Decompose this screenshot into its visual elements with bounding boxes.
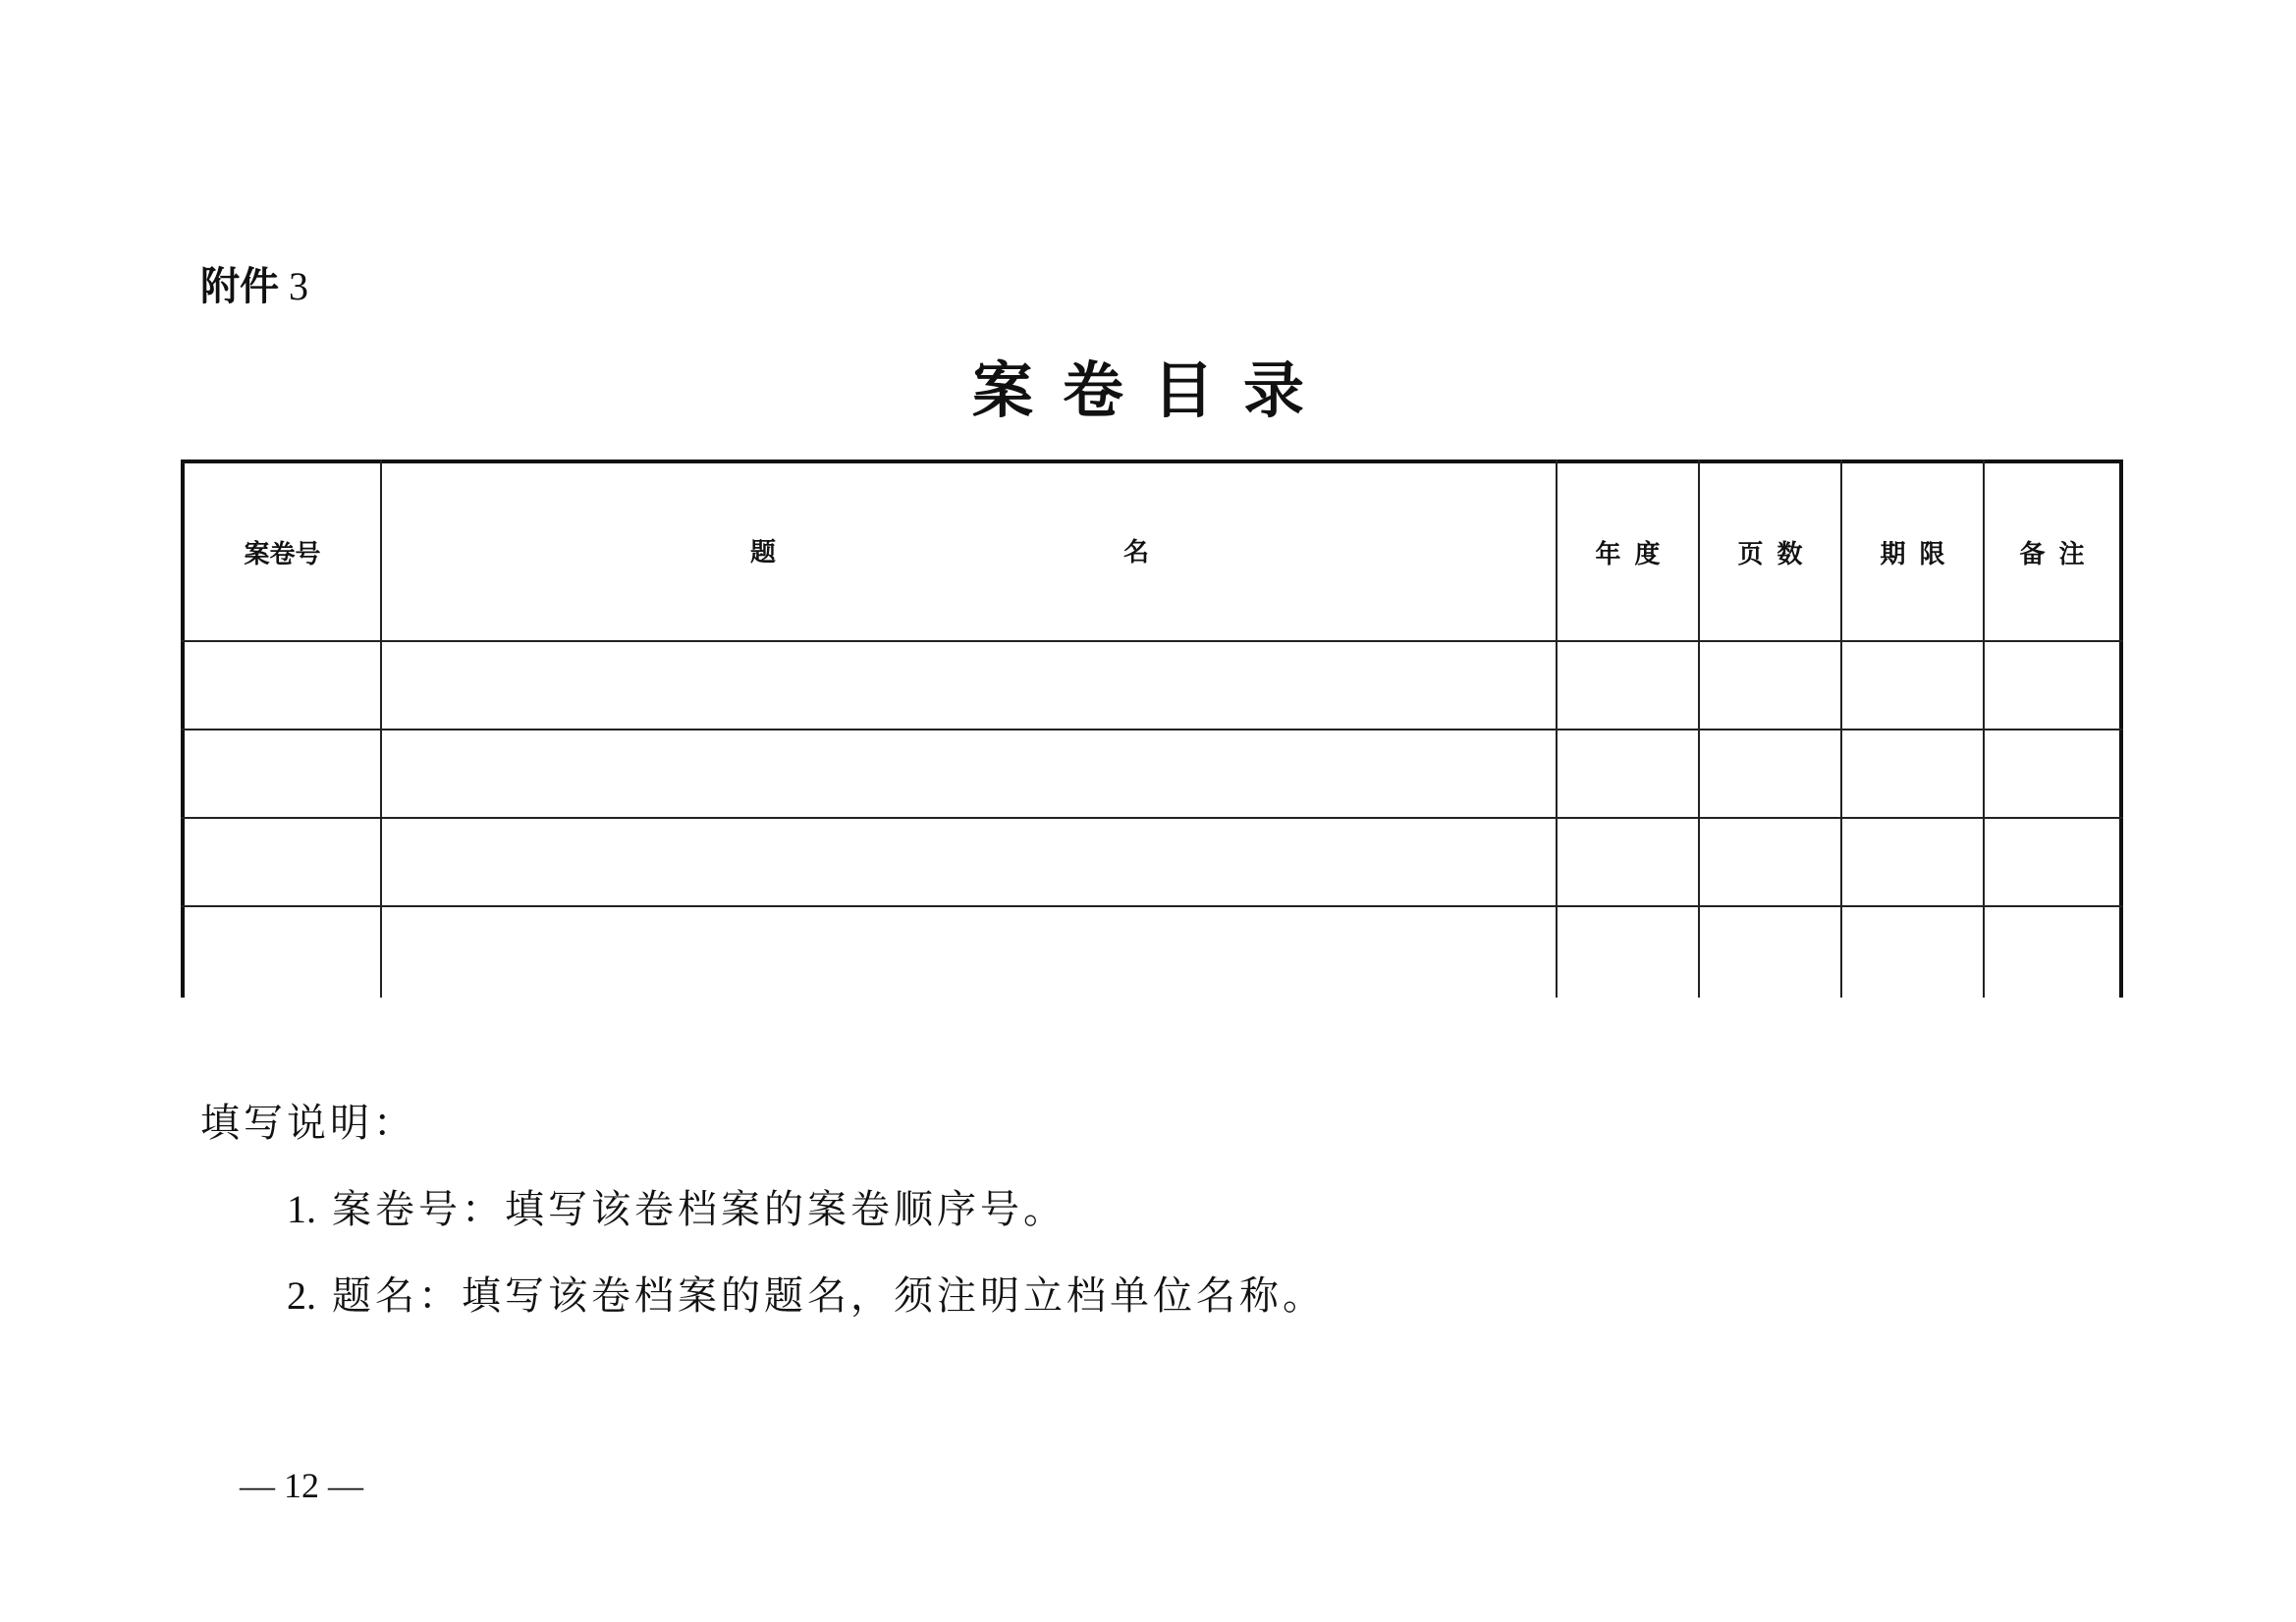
table-row <box>181 730 2123 817</box>
table-row <box>181 642 2123 729</box>
header-title-left-char: 题 <box>750 538 777 568</box>
header-volume-no: 案卷号 <box>244 539 321 569</box>
filling-instructions <box>200 1092 1326 1319</box>
table-row <box>181 907 2123 998</box>
page-number: — 12 — <box>240 1466 363 1505</box>
table-row <box>181 819 2123 905</box>
attachment-label-text: 附件 <box>200 264 279 309</box>
instruction-text: 题名：填写该卷档案的题名，须注明立档单位名称。 <box>332 1273 1326 1319</box>
header-pages: 页数 <box>1737 539 1817 569</box>
instruction-item <box>287 1178 1066 1241</box>
instruction-index: 2. <box>287 1273 316 1318</box>
instruction-item <box>287 1265 1326 1327</box>
header-year: 年度 <box>1595 539 1674 569</box>
header-title-right-char: 名 <box>1123 538 1150 568</box>
header-term: 期限 <box>1880 539 1959 569</box>
header-title <box>382 463 1556 640</box>
document-title: 案卷目录 <box>971 354 1334 426</box>
header-remarks: 备注 <box>2019 539 2099 569</box>
instructions-heading: 填写说明： <box>200 1101 416 1146</box>
instruction-index: 1. <box>287 1187 316 1231</box>
instruction-text: 案卷号：填写该卷档案的案卷顺序号。 <box>332 1187 1066 1232</box>
catalog-table <box>181 460 2123 998</box>
attachment-number: 3 <box>289 264 308 308</box>
attachment-label <box>200 257 308 316</box>
